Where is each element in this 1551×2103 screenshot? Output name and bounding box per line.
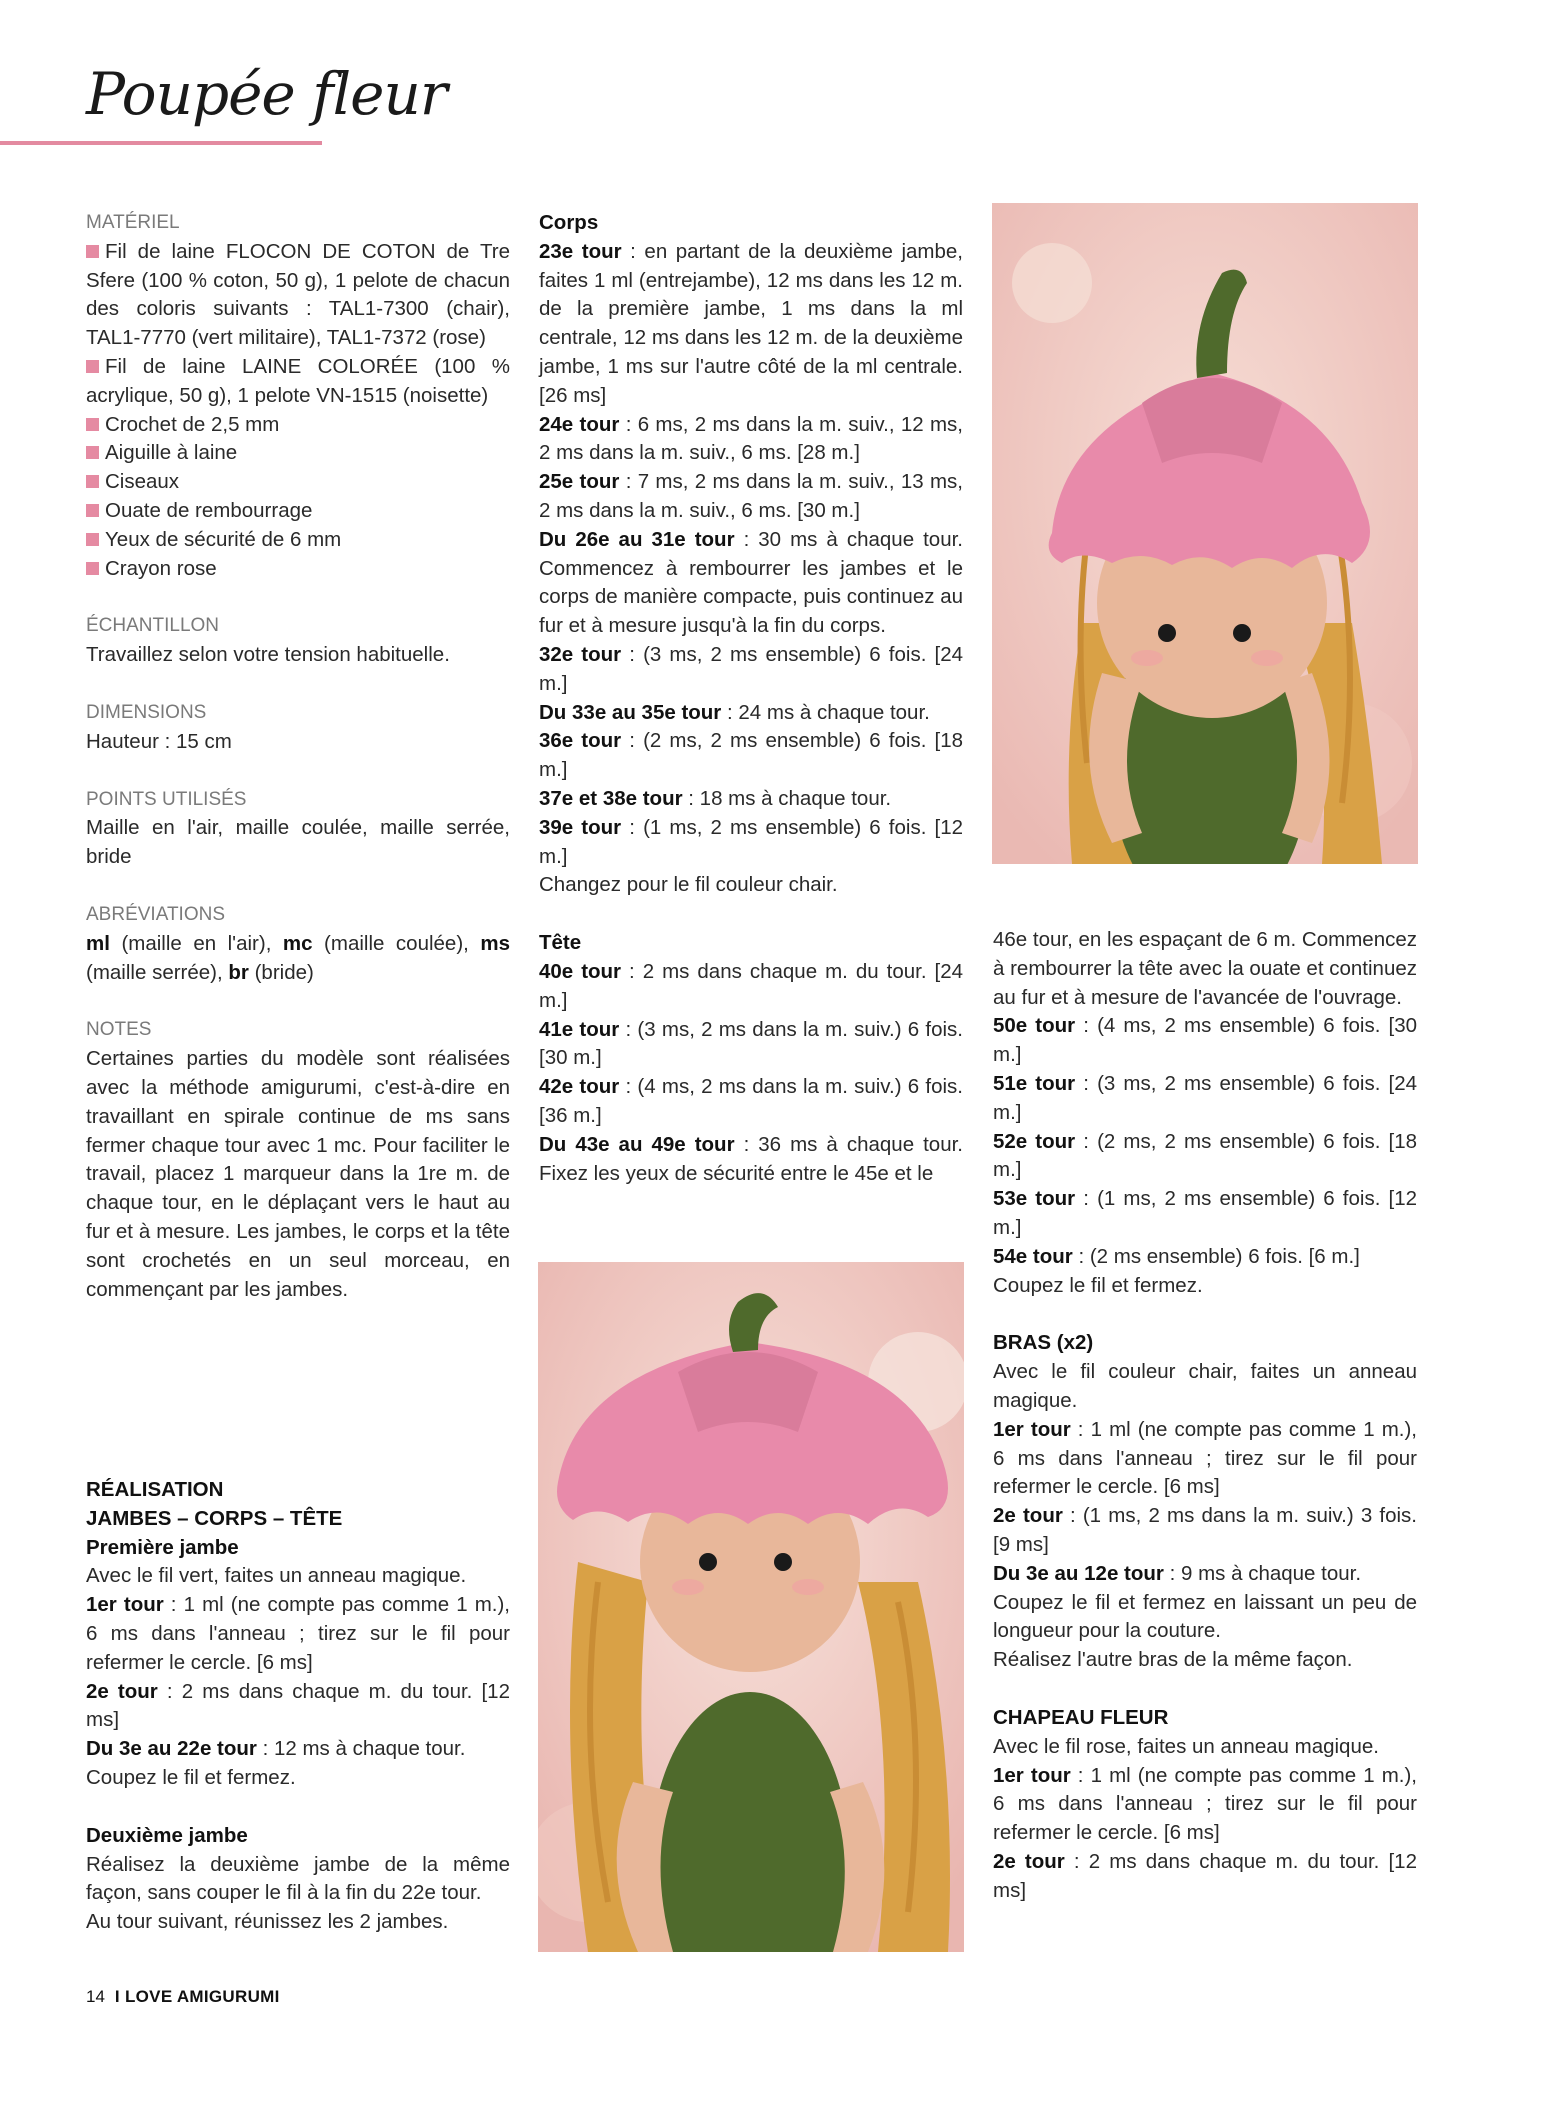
- realisation-heading: RÉALISATION: [86, 1478, 224, 1501]
- bullet-square-icon: [86, 562, 99, 575]
- materiel-label: MATÉRIEL: [86, 212, 180, 233]
- tete-continued-steps: [993, 926, 1417, 1300]
- pattern-step: [993, 1185, 1417, 1243]
- abbreviations-text: [86, 930, 510, 988]
- step-text: Avec le fil couleur chair, faites un anneau magique.: [993, 1360, 1417, 1412]
- abbreviation-value: (maille coulée),: [312, 931, 481, 955]
- bras-steps: [993, 1358, 1417, 1675]
- abbreviation-value: (maille serrée),: [86, 960, 229, 984]
- bullet-square-icon: [86, 475, 99, 488]
- pattern-step: [993, 1272, 1417, 1301]
- step-label: 54e tour: [993, 1244, 1073, 1268]
- materiel-list: [86, 238, 510, 584]
- step-text: Avec le fil rose, faites un anneau magique.: [993, 1734, 1379, 1758]
- dimensions-text: Hauteur : 15 cm: [86, 729, 232, 753]
- pattern-step: [539, 1131, 963, 1189]
- step-label: 42e tour: [539, 1075, 620, 1099]
- step-text: : (3 ms, 2 ms ensemble) 6 fois. [24 m.]: [993, 1071, 1417, 1124]
- title-underline: [0, 141, 322, 145]
- pattern-step: [539, 1073, 963, 1131]
- step-label: 24e tour: [539, 412, 620, 436]
- pattern-step: [86, 1851, 510, 1909]
- pattern-step: [993, 1848, 1417, 1906]
- step-label: Du 3e au 22e tour: [86, 1737, 257, 1761]
- step-text: : (2 ms, 2 ms ensemble) 6 fois. [18 m.]: [993, 1129, 1417, 1182]
- step-label: 37e et 38e tour: [539, 786, 683, 810]
- premiere-jambe-heading: Première jambe: [86, 1535, 239, 1559]
- corps-heading: Corps: [539, 211, 599, 234]
- step-text: : (4 ms, 2 ms ensemble) 6 fois. [30 m.]: [993, 1014, 1417, 1067]
- pattern-step: [539, 526, 963, 641]
- pattern-step: [86, 1591, 510, 1677]
- pattern-step: [539, 238, 963, 411]
- abbreviation-value: (maille en l'air),: [109, 931, 283, 955]
- pattern-step: [993, 1128, 1417, 1186]
- step-text: : 12 ms à chaque tour.: [256, 1737, 466, 1761]
- step-text: Avec le fil vert, faites un anneau magique.: [86, 1564, 467, 1588]
- step-label: 40e tour: [539, 959, 622, 983]
- step-label: 41e tour: [539, 1017, 620, 1041]
- notes-label: NOTES: [86, 1019, 152, 1041]
- pattern-step: [539, 958, 963, 1016]
- pattern-step: [86, 1678, 510, 1736]
- page-title: Poupée fleur: [86, 60, 447, 128]
- abbreviation-key: ml: [86, 931, 110, 955]
- step-text: : 1 ml (ne compte pas comme 1 m.), 6 ms dans l'anneau ; tirez sur le fil pour refermer le cercle. [6 ms]: [993, 1417, 1418, 1499]
- bullet-square-icon: [86, 533, 99, 546]
- abbreviation-key: mc: [282, 931, 313, 955]
- step-text: : 36 ms à chaque tour. Fixez les yeux de sécurité entre le 45e et le: [539, 1132, 963, 1185]
- bras-heading: BRAS (x2): [993, 1331, 1094, 1355]
- step-text: : (3 ms, 2 ms dans la m. suiv.) 6 fois. [30 m.]: [539, 1017, 963, 1070]
- echantillon-label: ÉCHANTILLON: [86, 615, 220, 637]
- pattern-step: [539, 699, 963, 728]
- step-label: Du 26e au 31e tour: [539, 527, 735, 551]
- pattern-step: [993, 1243, 1417, 1272]
- abbreviation-key: ms: [480, 931, 510, 955]
- pattern-step: [993, 1733, 1417, 1762]
- step-label: 1er tour: [993, 1763, 1071, 1787]
- step-text: : 24 ms à chaque tour.: [721, 700, 930, 724]
- step-label: Du 33e au 35e tour: [539, 700, 722, 724]
- materiel-item: Fil de laine FLOCON DE COTON de Tre Sfere (100 % coton, 50 g), 1 pelote de chacun des coloris suivants : TAL1-7300 (chair), TAL1-7770 (vert militaire), TAL1-7372 (rose): [86, 239, 510, 350]
- column-3: [993, 926, 1417, 1906]
- column-1: [86, 209, 510, 1304]
- step-text: : 6 ms, 2 ms dans la m. suiv., 12 ms, 2 ms dans la m. suiv., 6 ms. [28 m.]: [539, 412, 963, 465]
- step-text: : (1 ms, 2 ms dans la m. suiv.) 3 fois. [9 ms]: [993, 1504, 1417, 1556]
- step-text: Réalisez l'autre bras de la même façon.: [993, 1648, 1353, 1672]
- pattern-step: [539, 814, 963, 872]
- step-text: : 18 ms à chaque tour.: [682, 786, 892, 810]
- step-text: Réalisez la deuxième jambe de la même façon, sans couper le fil à la fin du 22e tour.: [86, 1852, 510, 1905]
- pattern-step: [993, 1762, 1417, 1848]
- step-label: 32e tour: [539, 642, 622, 666]
- step-label: 53e tour: [993, 1187, 1076, 1211]
- pattern-step: [539, 468, 963, 526]
- step-text: 46e tour, en les espaçant de 6 m. Commencez à rembourrer la tête avec la ouate et continuez au fur et à mesure de l'avancée de l'ouvrage.: [993, 928, 1417, 1009]
- abbreviation-value: (bride): [248, 960, 314, 984]
- materiel-item: Ouate de rembourrage: [86, 497, 510, 526]
- step-text: : (3 ms, 2 ms ensemble) 6 fois. [24 m.]: [539, 642, 963, 695]
- page-number: 14: [86, 1987, 105, 2006]
- pattern-step: [993, 1416, 1417, 1502]
- step-text: Coupez le fil et fermez en laissant un peu de longueur pour la couture.: [993, 1590, 1417, 1643]
- dimensions-label: DIMENSIONS: [86, 701, 207, 723]
- step-label: Du 3e au 12e tour: [993, 1561, 1164, 1585]
- step-text: : 30 ms à chaque tour. Commencez à rembourrer les jambes et le corps de manière compacte, puis continuez au fur et à mesure jusqu'à la fin du corps.: [539, 527, 963, 638]
- step-label: 2e tour: [993, 1849, 1065, 1873]
- premiere-jambe-steps: [86, 1562, 510, 1792]
- step-text: Au tour suivant, réunissez les 2 jambes.: [86, 1910, 449, 1934]
- step-text: Changez pour le fil couleur chair.: [539, 873, 838, 897]
- pattern-step: [993, 1589, 1417, 1647]
- pattern-step: [539, 871, 963, 900]
- step-label: 51e tour: [993, 1071, 1076, 1095]
- step-text: : 1 ml (ne compte pas comme 1 m.), 6 ms dans l'anneau ; tirez sur le fil pour refermer le cercle. [6 ms]: [993, 1763, 1418, 1845]
- abbreviations-label: ABRÉVIATIONS: [86, 903, 226, 925]
- doll-photo-bottom: [538, 1262, 964, 1952]
- step-text: : en partant de la deuxième jambe, faites 1 ml (entrejambe), 12 ms dans les 12 m. de la première jambe, 1 ms dans la ml centrale, 12 ms dans les 12 m. de la deuxième jambe, 1 ms sur l'autre côté de la ml centrale. [26 ms]: [539, 239, 963, 407]
- step-label: 2e tour: [86, 1679, 158, 1703]
- chapeau-heading: CHAPEAU FLEUR: [993, 1705, 1169, 1729]
- bullet-square-icon: [86, 446, 99, 459]
- echantillon-text: Travaillez selon votre tension habituelle.: [86, 643, 450, 667]
- step-text: : 1 ml (ne compte pas comme 1 m.), 6 ms dans l'anneau ; tirez sur le fil pour refermer le cercle. [6 ms]: [86, 1593, 511, 1674]
- materiel-item: Aiguille à laine: [86, 439, 510, 468]
- magazine-name: I LOVE AMIGURUMI: [114, 1987, 280, 2006]
- step-label: 2e tour: [993, 1504, 1063, 1528]
- bullet-square-icon: [86, 360, 99, 373]
- step-text: : 7 ms, 2 ms dans la m. suiv., 13 ms, 2 ms dans la m. suiv., 6 ms. [30 m.]: [539, 470, 963, 522]
- step-text: : (1 ms, 2 ms ensemble) 6 fois. [12 m.]: [993, 1187, 1417, 1239]
- tete-heading: Tête: [539, 931, 582, 955]
- notes-text: Certaines parties du modèle sont réalisées avec la méthode amigurumi, c'est-à-dire en travaillant en spirale continue de ms sans fermer chaque tour avec 1 mc. Pour faciliter le travail, placez 1 marqueur dans la 1re m. de chaque tour, en le déplaçant vers le haut au fur et à mesure. Les jambes, le corps et la tête sont crochetés en un seul morceau, en commençant par les jambes.: [86, 1047, 510, 1301]
- materiel-item: Crochet de 2,5 mm: [86, 411, 510, 440]
- pattern-step: [539, 785, 963, 814]
- deuxieme-jambe-heading: Deuxième jambe: [86, 1823, 248, 1847]
- step-label: 1er tour: [86, 1593, 164, 1617]
- points-label: POINTS UTILISÉS: [86, 788, 247, 810]
- corps-steps: [539, 238, 963, 900]
- step-text: : (1 ms, 2 ms ensemble) 6 fois. [12 m.]: [539, 815, 963, 868]
- points-text: Maille en l'air, maille coulée, maille serrée, bride: [86, 816, 510, 869]
- step-text: : 2 ms dans chaque m. du tour. [12 ms]: [86, 1679, 510, 1732]
- pattern-step: [993, 1646, 1417, 1675]
- step-label: 39e tour: [539, 815, 622, 839]
- chapeau-steps: [993, 1733, 1417, 1906]
- step-label: 50e tour: [993, 1014, 1076, 1038]
- step-text: : (4 ms, 2 ms dans la m. suiv.) 6 fois. [36 m.]: [539, 1075, 963, 1127]
- pattern-step: [993, 926, 1417, 1012]
- step-text: : (2 ms ensemble) 6 fois. [6 m.]: [1072, 1244, 1360, 1268]
- pattern-step: [993, 1358, 1417, 1416]
- bullet-square-icon: [86, 245, 99, 258]
- pattern-step: [86, 1735, 510, 1764]
- doll-photo-illustration-2: [538, 1262, 964, 1952]
- step-label: 52e tour: [993, 1129, 1076, 1153]
- pattern-step: [993, 1502, 1417, 1560]
- column-2: [539, 209, 963, 1188]
- pattern-step: [993, 1070, 1417, 1128]
- deuxieme-jambe-steps: [86, 1851, 510, 1937]
- page-footer: [86, 1987, 280, 2007]
- materiel-item: Ciseaux: [86, 468, 510, 497]
- materiel-item: Crayon rose: [86, 555, 510, 584]
- pattern-step: [539, 727, 963, 785]
- pattern-step: [539, 641, 963, 699]
- step-label: 25e tour: [539, 470, 620, 494]
- pattern-step: [993, 1012, 1417, 1070]
- step-text: : (2 ms, 2 ms ensemble) 6 fois. [18 m.]: [539, 729, 963, 782]
- tete-steps: [539, 958, 963, 1188]
- pattern-step: [539, 411, 963, 469]
- bullet-square-icon: [86, 418, 99, 431]
- step-text: Coupez le fil et fermez.: [993, 1273, 1203, 1297]
- pattern-step: [993, 1560, 1417, 1589]
- step-label: 36e tour: [539, 729, 622, 753]
- doll-photo-illustration: [992, 203, 1418, 864]
- step-text: : 9 ms à chaque tour.: [1163, 1561, 1362, 1585]
- step-text: Coupez le fil et fermez.: [86, 1765, 296, 1789]
- column-1-realisation: [86, 1476, 510, 1937]
- step-text: : 2 ms dans chaque m. du tour. [12 ms]: [993, 1849, 1417, 1902]
- abbreviation-key: br: [228, 960, 249, 984]
- pattern-step: [86, 1562, 510, 1591]
- materiel-item: Fil de laine LAINE COLORÉE (100 % acrylique, 50 g), 1 pelote VN-1515 (noisette): [86, 354, 510, 407]
- step-label: 23e tour: [539, 239, 622, 263]
- jct-heading: JAMBES – CORPS – TÊTE: [86, 1506, 343, 1530]
- bullet-square-icon: [86, 504, 99, 517]
- step-text: : 2 ms dans chaque m. du tour. [24 m.]: [539, 959, 964, 1012]
- pattern-step: [539, 1016, 963, 1074]
- materiel-item: Yeux de sécurité de 6 mm: [86, 526, 510, 555]
- pattern-step: [86, 1764, 510, 1793]
- step-label: Du 43e au 49e tour: [539, 1132, 735, 1156]
- pattern-step: [86, 1908, 510, 1937]
- step-label: 1er tour: [993, 1417, 1071, 1441]
- doll-photo-top: [992, 203, 1418, 864]
